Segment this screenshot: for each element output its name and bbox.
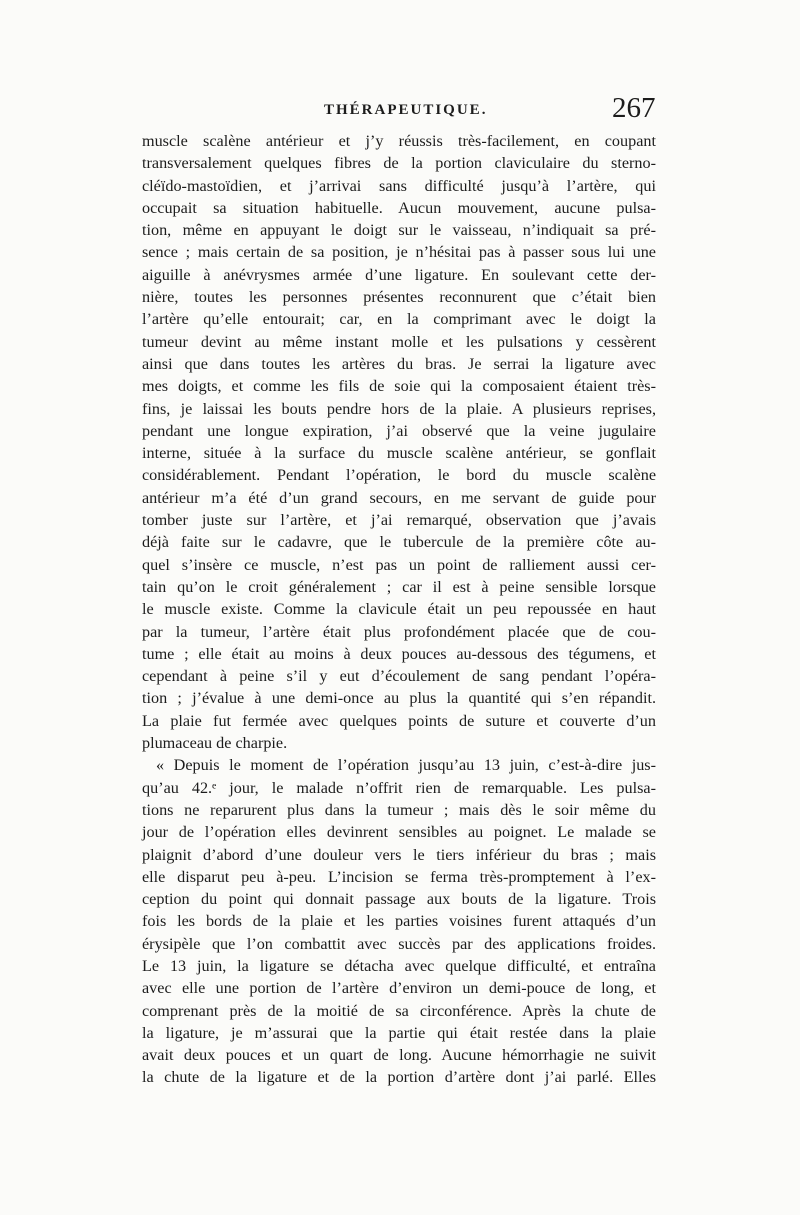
text-line: fins, je laissai les bouts pendre hors de la plaie. A plusieurs reprises, <box>142 399 656 418</box>
text-line: tain qu’on le croit généralement ; car il est à peine sensible lorsque <box>142 577 656 596</box>
text-line: déjà faite sur le cadavre, que le tubercule de la première côte au- <box>142 533 656 552</box>
text-line: érysipèle que l’on combattit avec succès par des applications froides. <box>142 934 656 953</box>
text-line: tume ; elle était au moins à deux pouces au-dessous des tégumens, et <box>142 644 656 663</box>
text-line: antérieur m’a été d’un grand secours, en me servant de guide pour <box>142 488 656 507</box>
text-line: elle disparut peu à-peu. L’incision se ferma très-promptement à l’ex- <box>142 867 656 886</box>
text-line: tion ; j’évalue à une demi-once au plus la quantité qui s’en répandit. <box>142 689 656 708</box>
text-line: ainsi que dans toutes les artères du bras. Je serrai la ligature avec <box>142 354 656 373</box>
text-line: cependant à peine s’il y eut d’écoulement de sang pendant l’opéra- <box>142 667 656 686</box>
text-line: le muscle existe. Comme la clavicule était un peu repoussée en haut <box>142 600 656 619</box>
text-line: considérablement. Pendant l’opération, le bord du muscle scalène <box>142 466 656 485</box>
text-line: cléïdo-mastoïdien, et j’arrivai sans difficulté jusqu’à l’artère, qui <box>142 176 656 195</box>
text-line: tion, même en appuyant le doigt sur le vaisseau, n’indiquait sa pré- <box>142 221 656 240</box>
text-line: tomber juste sur l’artère, et j’ai remarqué, observation que j’avais <box>142 511 656 530</box>
text-line: sence ; mais certain de sa position, je n’hésitai pas à passer sous lui une <box>142 243 656 262</box>
text-line: fois les bords de la plaie et les parties voisines furent attaqués d’un <box>142 912 656 931</box>
text-line: tumeur devint au même instant molle et les pulsations y cessèrent <box>142 332 656 351</box>
text-line: aiguille à anévrysmes armée d’une ligature. En soulevant cette der- <box>142 265 656 284</box>
text-line: comprenant près de la moitié de sa circonférence. Après la chute de <box>142 1001 656 1020</box>
text-line: La plaie fut fermée avec quelques points de suture et couverte d’un <box>142 711 656 730</box>
text-line: plumaceau de charpie. <box>142 734 288 753</box>
text-line: la chute de la ligature et de la portion d’artère dont j’ai parlé. Elles <box>142 1068 656 1087</box>
text-line: muscle scalène antérieur et j’y réussis très-facilement, en coupant <box>142 132 656 150</box>
page-number: 267 <box>612 92 656 124</box>
text-line: jour de l’opération elles devinrent sensibles au poignet. Le malade se <box>142 823 656 842</box>
text-line: transversalement quelques fibres de la portion claviculaire du sterno- <box>142 154 656 173</box>
text-line: occupait sa situation habituelle. Aucun mouvement, aucune pulsa- <box>142 198 656 217</box>
running-title: THÉRAPEUTIQUE. <box>324 102 488 118</box>
text-line: mes doigts, et comme les fils de soie qui la composaient étaient très- <box>142 377 656 396</box>
text-line: quel s’insère ce muscle, n’est pas un point de ralliement aussi cer- <box>142 555 656 574</box>
text-line: avec elle une portion de l’artère d’environ un demi-pouce de long, et <box>142 979 656 998</box>
text-line: nière, toutes les personnes présentes reconnurent que c’était bien <box>142 288 656 307</box>
text-line: Le 13 juin, la ligature se détacha avec quelque difficulté, et entraîna <box>142 956 656 975</box>
text-line: qu’au 42.ᵉ jour, le malade n’offrit rien de remarquable. Les pulsa- <box>142 778 656 797</box>
text-line: l’artère qu’elle entourait; car, en la comprimant avec le doigt la <box>142 310 656 329</box>
text-line: ception du point qui donnait passage aux bouts de la ligature. Trois <box>142 890 656 909</box>
text-line: la ligature, je m’assurai que la partie qui était restée dans la plaie <box>142 1023 656 1042</box>
text-line: pendant une longue expiration, j’ai observé que la veine jugulaire <box>142 421 656 440</box>
text-line: interne, située à la surface du muscle scalène antérieur, se gonflait <box>142 444 656 463</box>
text-line: « Depuis le moment de l’opération jusqu’au 13 juin, c’est-à-dire jus- <box>156 756 656 775</box>
body-text <box>142 130 656 1089</box>
text-line: plaignit d’abord d’une douleur vers le tiers inférieur du bras ; mais <box>142 845 656 864</box>
text-line: tions ne reparurent plus dans la tumeur ; mais dès le soir même du <box>142 800 656 819</box>
text-line: avait deux pouces et un quart de long. Aucune hémorrhagie ne suivit <box>142 1046 656 1065</box>
text-line: par la tumeur, l’artère était plus profondément placée que de cou- <box>142 622 656 641</box>
running-head <box>0 84 800 124</box>
